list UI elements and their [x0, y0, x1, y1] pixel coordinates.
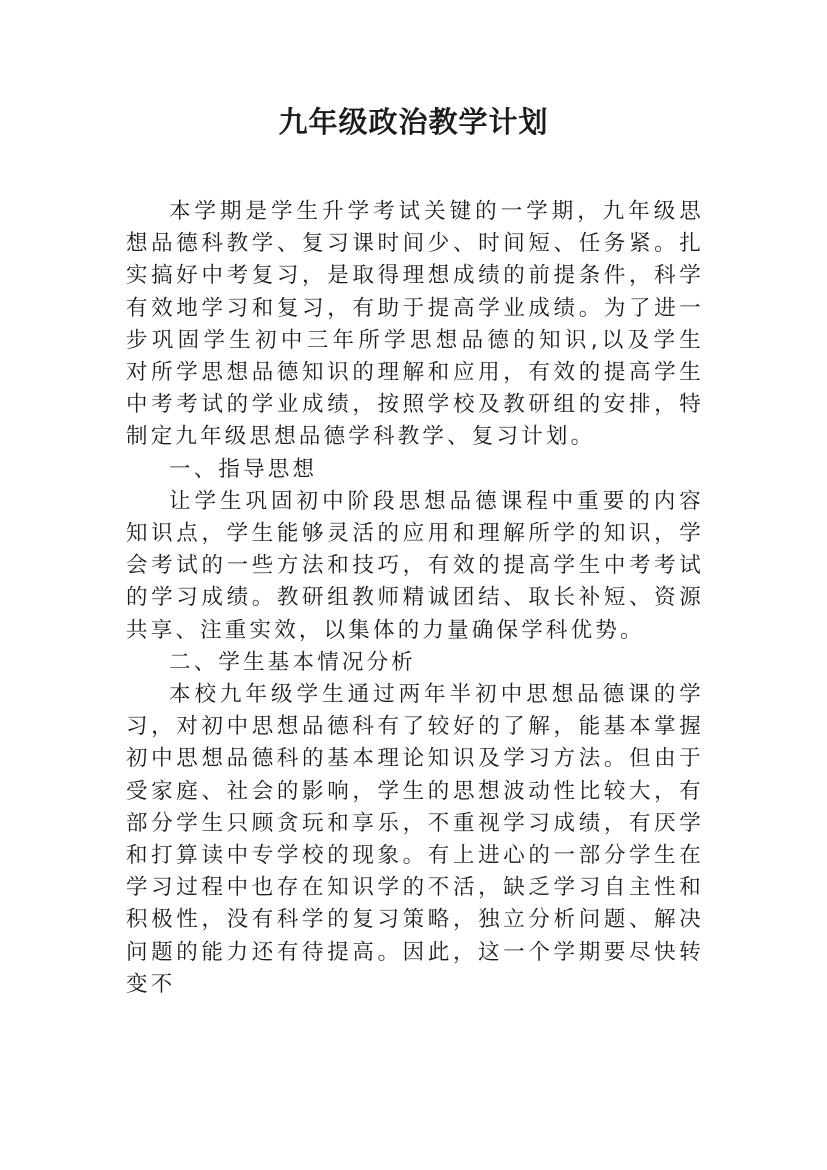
intro-paragraph: 本学期是学生升学考试关键的一学期，九年级思想品德科教学、复习课时间少、时间短、任务紧。扎实搞好中考复习，是取得理想成绩的前提条件，科学有效地学习和复习，有助于提高学业成绩。为了进一步巩固学生初中三年所学思想品德的知识,以及学生对所学思想品德知识的理解和应用，有效的提高学生中考考试的学业成绩，按照学校及教研组的安排，特制定九年级思想品德学科教学、复习计划。: [126, 199, 704, 450]
student-analysis-paragraph: 本校九年级学生通过两年半初中思想品德课的学习，对初中思想品德科有了较好的了解，能基本掌握初中思想品德科的基本理论知识及学习方法。但由于受家庭、社会的影响，学生的思想波动性比较大，有部分学生只顾贪玩和享乐，不重视学习成绩，有厌学和打算读中专学校的现象。有上进心的一部分学生在学习过程中也存在知识学的不活，缺乏学习自主性和积极性，没有科学的复习策略，独立分析问题、解决问题的能力还有待提高。因此，这一个学期要尽快转变不: [126, 682, 704, 997]
guiding-thought-paragraph: 让学生巩固初中阶段思想品德课程中重要的内容知识点，学生能够灵活的应用和理解所学的知识，学会考试的一些方法和技巧，有效的提高学生中考考试的学习成绩。教研组教师精诚团结、取长补短、资源共享、注重实效，以集体的力量确保学科优势。: [126, 488, 704, 643]
document-title: 九年级政治教学计划: [278, 105, 549, 139]
section-heading-guiding-thought: 一、指导思想: [169, 456, 318, 482]
section-heading-student-analysis: 二、学生基本情况分析: [169, 649, 417, 675]
document-body: [126, 196, 704, 1001]
